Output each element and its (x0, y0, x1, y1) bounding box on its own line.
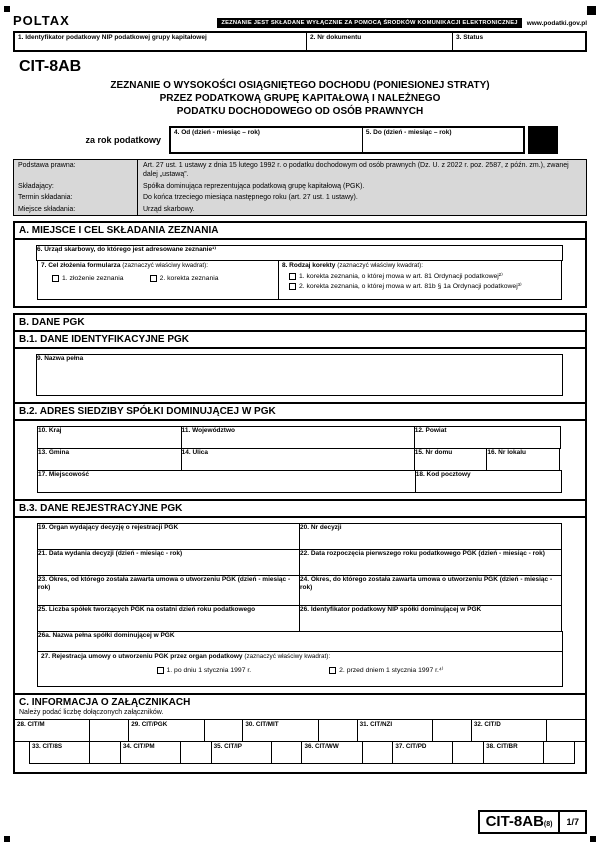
form-title (13, 79, 587, 118)
field-7-label: 7. Cel złożenia formularza (41, 262, 121, 270)
attachments-row-2 (29, 741, 575, 764)
legal-row-text: Urząd skarbowy. (143, 205, 195, 213)
field-18-label: 18. Kod pocztowy (415, 471, 471, 479)
field-37-cit-pd (393, 742, 484, 763)
legal-row-text: Art. 27 ust. 1 ustawy z dnia 15 lutego 1992 r. o podatku dochodowym od osób prawnych (Dz. U. z 2022 r. poz. 2587, z późn. zm.), zwanej dalej „ustawą”. (143, 162, 569, 179)
cit-8ab-form-page (13, 6, 587, 774)
field-9-nazwa-pelna[interactable] (36, 354, 563, 396)
field-18-kod-pocztowy[interactable] (415, 470, 562, 493)
field-34-cit-pm (121, 742, 212, 763)
section-b2-title: B.2. ADRES SIEDZIBY SPÓŁKI DOMINUJĄCEJ W PGK (19, 406, 276, 418)
attachment-count-input[interactable] (204, 720, 243, 741)
field-5-label: 5. Do (dzień - miesiąc – rok) (365, 129, 452, 136)
attachment-label-cell (15, 720, 89, 741)
field-26-label: 26. Identyfikator podatkowy NIP spółki dominującej w PGK (300, 606, 482, 614)
attachment-label-cell (129, 720, 203, 741)
attachment-label-cell (121, 742, 180, 763)
checkbox-icon[interactable] (52, 275, 59, 282)
field-12-powiat[interactable] (414, 426, 561, 449)
checkbox-icon[interactable] (289, 283, 296, 290)
option-po-dniu-1997[interactable] (157, 666, 252, 674)
field-21-data-wydania[interactable] (37, 549, 300, 576)
tax-year-label: za rok podatkowy (85, 135, 161, 145)
corner-registration-mark (587, 6, 596, 15)
attachment-label: 33. CIT/8S (32, 743, 63, 751)
field-32-cit-d (472, 720, 585, 741)
field-14-ulica[interactable] (181, 448, 415, 471)
legal-info-box (13, 159, 587, 216)
form-title-line: ZEZNANIE O WYSOKOŚCI OSIĄGNIĘTEGO DOCHODU (PONIESIONEJ STRATY) (110, 80, 490, 91)
field-21-label: 21. Data wydania decyzji (dzień - miesiąc - rok) (38, 550, 183, 558)
attachment-count-input[interactable] (362, 742, 393, 763)
legal-row-label: Składający: (14, 181, 138, 192)
field-1-label: 1. Identyfikator podatkowy NIP podatkowej grupy kapitałowej (18, 34, 207, 41)
option-korekta-zeznania[interactable] (150, 275, 219, 282)
field-25-liczba-spolek[interactable] (37, 605, 300, 632)
attachment-label-cell (358, 720, 432, 741)
field-6-urzad-skarbowy[interactable] (36, 245, 563, 261)
field-10-kraj[interactable] (37, 426, 182, 449)
print-registration-block (528, 126, 558, 154)
corner-registration-mark (590, 836, 596, 842)
field-20-label: 20. Nr decyzji (300, 524, 342, 532)
attachment-label: 29. CIT/PGK (131, 721, 168, 729)
field-5-date-to[interactable] (363, 128, 523, 152)
attachment-label: 31. CIT/NZI (359, 721, 393, 729)
field-22-label: 22. Data rozpoczęcia pierwszego roku podatkowego PGK (dzień - miesiąc - rok) (300, 550, 545, 558)
field-11-wojewodztwo[interactable] (181, 426, 415, 449)
field-9-label: 9. Nazwa pełna (37, 355, 84, 363)
field-27-label-line (38, 652, 562, 661)
legal-row-label: Podstawa prawna: (14, 160, 138, 181)
attachment-count-input[interactable] (318, 720, 357, 741)
field-7-label-line (38, 261, 278, 270)
section-c (13, 693, 587, 774)
field-23-okres-od[interactable] (37, 575, 300, 606)
field-38-cit-br (484, 742, 574, 763)
section-b3-title: B.3. DANE REJESTRACYJNE PGK (19, 503, 183, 515)
field-27-label: 27. Rejestracja umowy o utworzeniu PGK przez organ podatkowy (41, 653, 243, 661)
field-11-label: 11. Województwo (181, 427, 235, 435)
tax-year-row (13, 126, 587, 154)
field-35-cit-ip (212, 742, 303, 763)
attachment-count-input[interactable] (89, 720, 128, 741)
attachment-label: 30. CIT/MIT (245, 721, 279, 729)
field-26a-label: 26a. Nazwa pełna spółki dominującej w PGK (38, 632, 175, 640)
field-6-label: 6. Urząd skarbowy, do którego jest adresowane zeznanie¹⁾ (37, 246, 217, 254)
attachment-count-input[interactable] (432, 720, 471, 741)
field-3-status[interactable] (453, 33, 585, 50)
website-text: www.podatki.gov.pl (526, 19, 587, 27)
field-10-label: 10. Kraj (38, 427, 62, 435)
attachment-label-cell (484, 742, 543, 763)
form-title-line: PODATKU DOCHODOWEGO OD OSÓB PRAWNYCH (176, 106, 424, 117)
form-title-line: PRZEZ PODATKOWĄ GRUPĘ KAPITAŁOWĄ I NALEŻNEGO (159, 93, 441, 104)
attachment-label: 36. CIT/WW (304, 743, 339, 751)
field-26a-nazwa-spolki[interactable] (37, 631, 563, 652)
section-a-title: A. MIEJSCE I CEL SKŁADANIA ZEZNANIA (19, 225, 219, 237)
footer-form-version: (8) (543, 821, 553, 828)
field-30-cit-mit (243, 720, 357, 741)
checkbox-icon[interactable] (157, 667, 164, 674)
attachment-count-input[interactable] (452, 742, 483, 763)
attachment-label-cell (472, 720, 546, 741)
field-27-rejestracja-umowy (37, 651, 563, 687)
field-25-label: 25. Liczba spółek tworzących PGK na ostatni dzień roku podatkowego (38, 606, 256, 614)
field-27-options (38, 661, 562, 674)
field-19-label: 19. Organ wydający decyzję o rejestracji PGK (38, 524, 179, 532)
section-b1-title: B.1. DANE IDENTYFIKACYJNE PGK (19, 334, 190, 346)
field-8-rodzaj-korekty (278, 260, 562, 300)
document-id-row (13, 31, 587, 52)
section-c-title: C. INFORMACJA O ZAŁĄCZNIKACH (19, 697, 191, 709)
field-7-hint: (zaznaczyć właściwy kwadrat): (122, 262, 209, 270)
field-36-cit-ww (302, 742, 393, 763)
attachment-label-cell (393, 742, 452, 763)
attachment-count-input[interactable] (543, 742, 574, 763)
poltax-logo: POLTAX (13, 13, 70, 28)
attachment-label-cell (30, 742, 89, 763)
legal-row-text: Spółka dominująca reprezentująca podatkową grupę kapitałową (PGK). (143, 182, 365, 190)
field-33-cit-8s (30, 742, 121, 763)
attachment-label-cell (212, 742, 271, 763)
option-label: 1. korekta zeznania, o której mowa w art. 81 Ordynacji podatkowej²⁾ (298, 273, 503, 281)
efiling-notice: ZEZNANIE JEST SKŁADANE WYŁĄCZNIE ZA POMOCĄ ŚRODKÓW KOMUNIKACJI ELEKTRONICZNEJ (217, 18, 521, 28)
field-16-nr-lokalu[interactable] (486, 448, 560, 471)
attachment-label: 34. CIT/PM (122, 743, 155, 751)
page-header (13, 6, 587, 28)
field-19-organ-wydajacy[interactable] (37, 523, 300, 550)
field-16-label: 16. Nr lokalu (487, 449, 526, 457)
field-8-label-line (279, 261, 561, 270)
field-7-options (38, 270, 278, 282)
checkbox-icon[interactable] (329, 667, 336, 674)
field-14-label: 14. Ulica (181, 449, 209, 457)
section-b3-body (13, 516, 587, 695)
field-7-cel-zlozenia (37, 260, 279, 300)
option-label: 2. korekta zeznania (159, 275, 219, 283)
attachment-label: 28. CIT/M (17, 721, 45, 729)
attachment-count-input[interactable] (271, 742, 302, 763)
field-24-okres-do[interactable] (299, 575, 562, 606)
attachments-row-1 (15, 719, 585, 742)
option-zlozenie-zeznania[interactable] (52, 275, 124, 282)
field-15-label: 15. Nr domu (414, 449, 453, 457)
field-22-data-rozpoczecia[interactable] (299, 549, 562, 576)
field-8-hint: (zaznaczyć właściwy kwadrat): (337, 262, 423, 270)
section-c-subtitle: Należy podać liczbę dołączonych załączników. (19, 709, 164, 717)
field-27-hint: (zaznaczyć właściwy kwadrat): (244, 653, 331, 661)
field-4-label: 4. Od (dzień - miesiąc – rok) (174, 129, 260, 136)
option-korekta-art-81b[interactable] (289, 282, 561, 290)
header-right (217, 18, 587, 28)
option-przed-dniem-1997[interactable] (329, 666, 443, 674)
field-2-nr-dokumentu[interactable] (307, 33, 453, 50)
checkbox-icon[interactable] (289, 273, 296, 280)
corner-registration-mark (4, 836, 10, 842)
option-label: 1. złożenie zeznania (62, 275, 124, 283)
option-korekta-art-81[interactable] (289, 272, 561, 280)
field-26-nip-spolki[interactable] (299, 605, 562, 632)
attachment-label-cell (243, 720, 317, 741)
page-footer (478, 810, 587, 834)
checkbox-icon[interactable] (150, 275, 157, 282)
attachment-label: 38. CIT/BR (486, 743, 518, 751)
section-b-title: B. DANE PGK (19, 317, 85, 329)
tax-year-fields (169, 126, 525, 154)
field-20-nr-decyzji[interactable] (299, 523, 562, 550)
attachment-label: 35. CIT/IP (213, 743, 243, 751)
field-31-cit-nzi (358, 720, 472, 741)
field-29-cit-pgk (129, 720, 243, 741)
corner-registration-mark (4, 6, 10, 12)
section-b2-body (13, 419, 587, 501)
section-b1-body (13, 347, 587, 404)
field-4-date-from[interactable] (171, 128, 363, 152)
field-12-label: 12. Powiat (414, 427, 447, 435)
section-a-body (13, 238, 587, 308)
field-24-label: 24. Okres, do którego została zawarta umowa o utworzeniu PGK (dzień - miesiąc - rok) (300, 576, 553, 592)
field-17-miejscowosc[interactable] (37, 470, 416, 493)
attachment-label: 37. CIT/PD (395, 743, 427, 751)
field-13-label: 13. Gmina (38, 449, 70, 457)
form-code-heading: CIT-8AB (19, 58, 82, 75)
field-13-gmina[interactable] (37, 448, 182, 471)
legal-row-label: Termin składania: (14, 192, 138, 203)
field-1-nip[interactable] (15, 33, 307, 50)
field-3-label: 3. Status (456, 34, 484, 41)
footer-form-code (478, 810, 561, 834)
legal-row-text: Do końca trzeciego miesiąca następnego roku (art. 27 ust. 1 ustawy). (143, 194, 358, 202)
field-2-label: 2. Nr dokumentu (310, 34, 362, 41)
field-8-label: 8. Rodzaj korekty (281, 262, 336, 270)
legal-row-label: Miejsce składania: (14, 204, 138, 215)
field-15-nr-domu[interactable] (414, 448, 488, 471)
attachment-label-cell (302, 742, 361, 763)
field-17-label: 17. Miejscowość (38, 471, 89, 479)
footer-form-code-text: CIT-8AB (485, 813, 544, 830)
option-label: 1. po dniu 1 stycznia 1997 r. (166, 666, 252, 674)
field-23-label: 23. Okres, od którego została zawarta umowa o utworzeniu PGK (dzień - miesiąc - rok) (38, 576, 291, 592)
attachment-count-input[interactable] (546, 720, 585, 741)
field-8-options (279, 270, 561, 290)
attachment-count-input[interactable] (180, 742, 211, 763)
option-label: 2. korekta zeznania, o której mowa w art. 81b § 1a Ordynacji podatkowej³⁾ (298, 283, 522, 291)
attachment-label: 32. CIT/D (473, 721, 501, 729)
attachment-count-input[interactable] (89, 742, 120, 763)
field-28-cit-m (15, 720, 129, 741)
option-label: 2. przed dniem 1 stycznia 1997 r.⁴⁾ (339, 667, 444, 675)
footer-page-number: 1/7 (560, 810, 587, 834)
